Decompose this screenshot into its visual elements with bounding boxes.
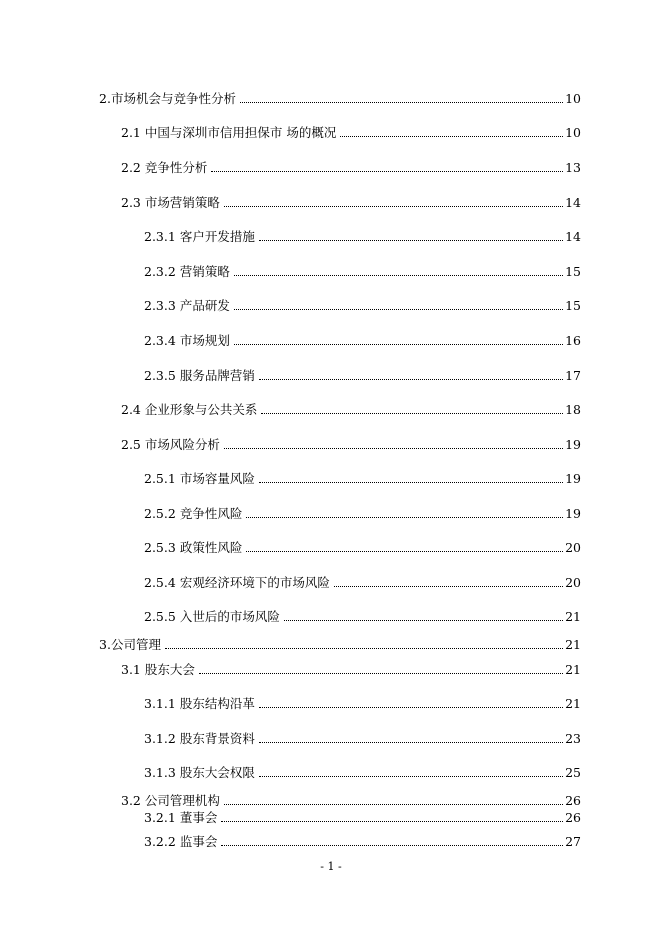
toc-entry[interactable] <box>144 696 581 711</box>
toc-leader-dots <box>259 707 563 708</box>
toc-entry-title <box>121 402 257 417</box>
toc-entry-text: 企业形象与公共关系 <box>144 402 258 417</box>
toc-leader-dots <box>246 517 563 518</box>
toc-entry-title <box>144 506 242 521</box>
toc-entry-text: 市场规划 <box>179 333 230 348</box>
toc-entry-number: 2.5.2 <box>144 506 176 521</box>
toc-entry[interactable] <box>144 731 581 746</box>
toc-page-number: 27 <box>565 834 581 849</box>
toc-page-number: 10 <box>565 125 581 140</box>
toc-leader-dots <box>259 482 563 483</box>
toc-entry-number: 3.1.3 <box>144 765 176 780</box>
toc-entry-number: 2.3.3 <box>144 298 176 313</box>
toc-page-number: 16 <box>565 333 581 348</box>
toc-entry[interactable] <box>144 298 581 313</box>
toc-entry-number: 2.5.3 <box>144 540 176 555</box>
toc-leader-dots <box>234 275 563 276</box>
toc-leader-dots <box>224 448 563 449</box>
toc-entry-number: 3.1 <box>121 662 141 677</box>
toc-entry-title <box>144 298 230 313</box>
toc-entry-title <box>99 91 236 106</box>
toc-entry-number: 2.3.2 <box>144 264 176 279</box>
toc-entry-title <box>144 575 330 590</box>
toc-leader-dots <box>224 804 563 805</box>
toc-entry-text: 股东大会 <box>144 662 195 677</box>
toc-entry-title <box>144 540 242 555</box>
toc-entry-number: 2.3.1 <box>144 229 176 244</box>
toc-entry-number: 2.5.4 <box>144 575 176 590</box>
toc-leader-dots <box>234 344 563 345</box>
toc-entry-text: 公司管理机构 <box>144 793 220 808</box>
toc-entry-title <box>144 333 230 348</box>
toc-entry-title <box>121 195 220 210</box>
toc-entry-title <box>144 810 217 825</box>
toc-entry-number: 2.1 <box>121 125 141 140</box>
toc-entry[interactable] <box>121 437 581 452</box>
toc-entry-title <box>121 662 195 677</box>
toc-page-number: 20 <box>565 575 581 590</box>
toc-entry[interactable] <box>144 264 581 279</box>
toc-page-number: 25 <box>565 765 581 780</box>
toc-entry[interactable] <box>144 471 581 486</box>
toc-entry-text: 监事会 <box>179 834 218 849</box>
toc-entry-text: 市场风险分析 <box>144 437 220 452</box>
toc-entry[interactable] <box>144 368 581 383</box>
toc-page-number: 17 <box>565 368 581 383</box>
toc-entry-number: 2.3 <box>121 195 141 210</box>
toc-entry-number: 3.1.1 <box>144 696 176 711</box>
toc-leader-dots <box>284 620 563 621</box>
toc-entry-text: 股东大会权限 <box>179 765 255 780</box>
toc-entry[interactable] <box>144 506 581 521</box>
toc-entry-number: 3. <box>99 637 111 652</box>
toc-entry-number: 3.2 <box>121 793 141 808</box>
toc-entry-text: 市场营销策略 <box>144 195 220 210</box>
toc-entry-title <box>144 609 280 624</box>
toc-leader-dots <box>334 586 563 587</box>
toc-leader-dots <box>259 379 563 380</box>
toc-entry[interactable] <box>144 810 581 825</box>
toc-entry-number: 2.5.1 <box>144 471 176 486</box>
toc-entry-text: 营销策略 <box>179 264 230 279</box>
toc-entry-number: 2.3.5 <box>144 368 176 383</box>
toc-entry[interactable] <box>121 195 581 210</box>
toc-entry-text: 股东结构沿革 <box>179 696 255 711</box>
toc-page-number: 10 <box>565 91 581 106</box>
toc-leader-dots <box>259 240 563 241</box>
toc-leader-dots <box>340 136 563 137</box>
toc-entry-number: 2.2 <box>121 160 141 175</box>
toc-entry-text: 竞争性分析 <box>144 160 208 175</box>
toc-entry[interactable] <box>144 765 581 780</box>
toc-page-number: 15 <box>565 264 581 279</box>
toc-entry[interactable] <box>121 662 581 677</box>
toc-entry[interactable] <box>144 540 581 555</box>
toc-entry-text: 产品研发 <box>179 298 230 313</box>
toc-leader-dots <box>224 206 563 207</box>
toc-entry[interactable] <box>144 609 581 624</box>
toc-entry-title <box>121 160 207 175</box>
toc-page-number: 26 <box>565 793 581 808</box>
toc-entry-title <box>121 125 336 140</box>
toc-leader-dots <box>211 171 563 172</box>
toc-page-number: 23 <box>565 731 581 746</box>
toc-page-number: 19 <box>565 437 581 452</box>
toc-page-number: 13 <box>565 160 581 175</box>
toc-entry[interactable] <box>121 793 581 808</box>
toc-entry-title <box>99 637 161 652</box>
toc-page-number: 14 <box>565 195 581 210</box>
toc-page-number: 20 <box>565 540 581 555</box>
toc-entry-title <box>121 793 220 808</box>
toc-entry-number: 2.5 <box>121 437 141 452</box>
toc-entry-title <box>144 264 230 279</box>
toc-entry[interactable] <box>144 229 581 244</box>
toc-page-number: 15 <box>565 298 581 313</box>
toc-entry-text: 服务品牌营销 <box>179 368 255 383</box>
toc-leader-dots <box>246 551 563 552</box>
toc-entry[interactable] <box>121 125 581 140</box>
toc-entry[interactable] <box>99 91 581 106</box>
toc-entry-text: 客户开发措施 <box>179 229 255 244</box>
toc-entry-title <box>144 229 255 244</box>
toc-entry-text: 董事会 <box>179 810 218 825</box>
toc-entry[interactable] <box>121 160 581 175</box>
toc-leader-dots <box>199 673 563 674</box>
toc-entry[interactable] <box>144 333 581 348</box>
toc-entry-text: 中国与深圳市信用担保市 场的概况 <box>144 125 337 140</box>
toc-entry[interactable] <box>144 575 581 590</box>
toc-entry-text: 政策性风险 <box>179 540 243 555</box>
toc-entry-text: 入世后的市场风险 <box>179 609 280 624</box>
toc-leader-dots <box>240 102 563 103</box>
toc-leader-dots <box>261 413 563 414</box>
toc-entry-title <box>144 834 217 849</box>
toc-entry-title <box>144 765 255 780</box>
toc-page-number: 26 <box>565 810 581 825</box>
toc-entry-title <box>144 471 255 486</box>
toc-entry-title <box>144 696 255 711</box>
toc-entry-title <box>121 437 220 452</box>
toc-page-number: 21 <box>565 609 581 624</box>
toc-page-number: 19 <box>565 506 581 521</box>
toc-entry[interactable] <box>99 637 581 652</box>
toc-entry-number: 2.3.4 <box>144 333 176 348</box>
toc-entry-number: 3.2.2 <box>144 834 176 849</box>
toc-entry-number: 3.1.2 <box>144 731 176 746</box>
toc-page-number: 18 <box>565 402 581 417</box>
toc-entry-text: 竞争性风险 <box>179 506 243 521</box>
toc-page-number: 21 <box>565 637 581 652</box>
toc-leader-dots <box>234 309 563 310</box>
toc-entry-text: 市场机会与竞争性分析 <box>110 91 236 106</box>
toc-entry-text: 股东背景资料 <box>179 731 255 746</box>
toc-entry-number: 2. <box>99 91 111 106</box>
toc-leader-dots <box>221 845 563 846</box>
toc-page-number: 21 <box>565 662 581 677</box>
toc-leader-dots <box>221 821 563 822</box>
toc-entry-number: 2.5.5 <box>144 609 176 624</box>
toc-leader-dots <box>165 648 563 649</box>
toc-leader-dots <box>259 742 563 743</box>
toc-entry-title <box>144 368 255 383</box>
toc-entry-text: 公司管理 <box>110 637 161 652</box>
toc-entry[interactable] <box>121 402 581 417</box>
toc-entry-text: 宏观经济环境下的市场风险 <box>179 575 330 590</box>
toc-entry-number: 3.2.1 <box>144 810 176 825</box>
toc-page-number: 14 <box>565 229 581 244</box>
toc-entry-text: 市场容量风险 <box>179 471 255 486</box>
toc-page-number: 19 <box>565 471 581 486</box>
toc-page-number: 21 <box>565 696 581 711</box>
toc-entry-number: 2.4 <box>121 402 141 417</box>
toc-entry[interactable] <box>144 834 581 849</box>
toc-leader-dots <box>259 776 563 777</box>
toc-entry-title <box>144 731 255 746</box>
page-footer-number: - 1 - <box>320 860 342 873</box>
